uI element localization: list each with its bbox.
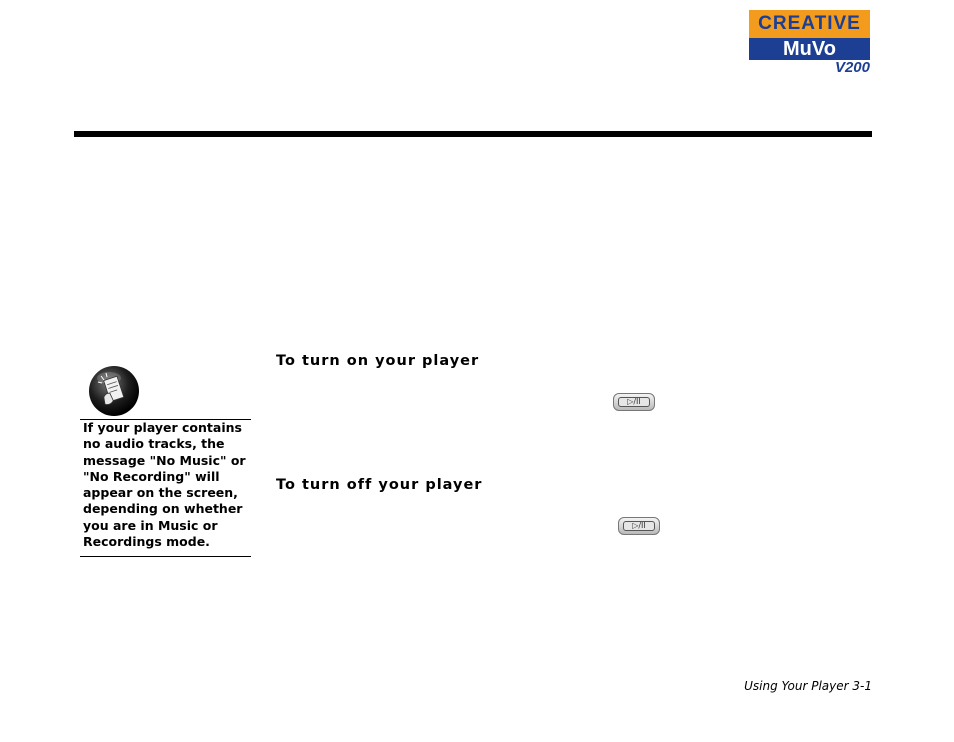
logo-product: MuVo [749,38,870,60]
header-rule [74,131,872,137]
logo-brand: CREATIVE [749,10,870,38]
page-footer: Using Your Player 3-1 [744,679,872,693]
creative-muvo-logo [749,10,872,76]
note-bottom-rule [80,556,251,557]
heading-turn-off: To turn off your player [276,477,483,493]
play-pause-button-icon [618,517,660,535]
logo-model: V200 [834,59,870,76]
note-hand-icon [87,364,141,418]
heading-turn-on: To turn on your player [276,353,480,369]
play-pause-glyph: ▷/II [623,521,655,531]
play-pause-glyph: ▷/II [618,397,650,407]
play-pause-button-icon [613,393,655,411]
note-text: If your player contains no audio tracks, the message "No Music" or "No Recording" will appear on the screen, depending on whether you are in Music or Recordings mode. [83,420,246,550]
